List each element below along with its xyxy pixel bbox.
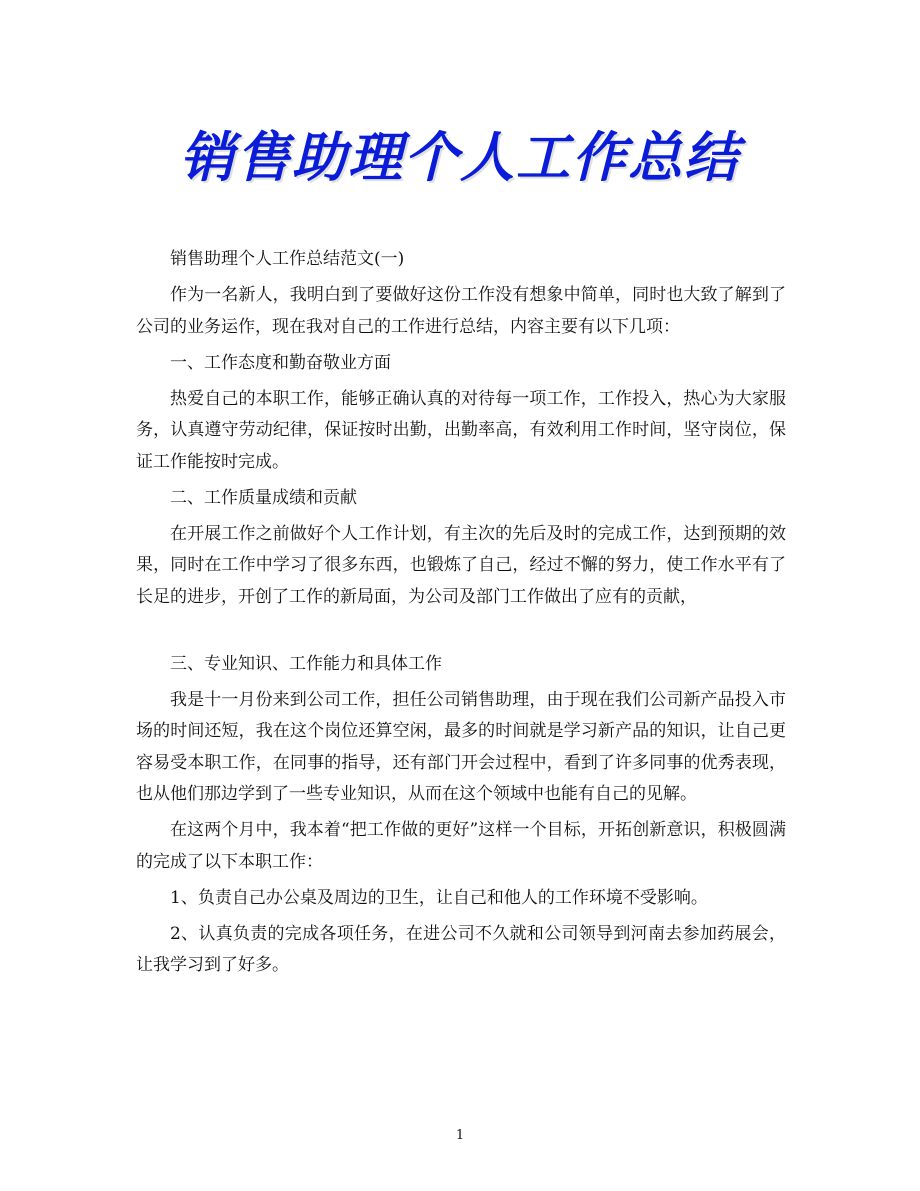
- paragraph-intro: 作为一名新人，我明白到了要做好这份工作没有想象中简单，同时也大致了解到了公司的业务运作，现在我对自己的工作进行总结，内容主要有以下几项：: [136, 285, 786, 337]
- document-title: 销售助理个人工作总结: [180, 126, 740, 189]
- section-heading-attitude: 一、工作态度和勤奋敬业方面: [170, 352, 391, 373]
- paragraph-knowledge: 我是十一月份来到公司工作，担任公司销售助理，由于现在我们公司新产品投入市场的时间还短，我在这个岗位还算空闲，最多的时间就是学习新产品的知识，让自己更容易受本职工作，在同事的指导，还有部门开会过程中，看到了许多同事的优秀表现，也从他们那边学到了一些专业知识，从而在这个领域中也能有自己的见解。: [136, 689, 786, 804]
- document-body: [136, 244, 786, 986]
- section-heading-knowledge: 三、专业知识、工作能力和具体工作: [170, 653, 442, 674]
- paragraph-two-months: 在这两个月中，我本着“把工作做的更好”这样一个目标，开拓创新意识，积极圆满的完成了以下本职工作：: [136, 820, 786, 872]
- paragraph-attitude: 热爱自己的本职工作，能够正确认真的对待每一项工作，工作投入，热心为大家服务，认真遵守劳动纪律，保证按时出勤，出勤率高，有效利用工作时间，坚守岗位，保证工作能按时完成。: [136, 388, 786, 472]
- blank-line: [136, 618, 786, 649]
- page-number: 1: [455, 1128, 465, 1143]
- section-heading-quality: 二、工作质量成绩和贡献: [170, 487, 357, 508]
- list-item-1: 1、负责自己办公桌及周边的卫生，让自己和他人的工作环境不受影响。: [170, 887, 708, 908]
- paragraph-quality: 在开展工作之前做好个人工作计划，有主次的先后及时的完成工作，达到预期的效果，同时在工作中学习了很多东西，也锻炼了自己，经过不懈的努力，使工作水平有了长足的进步，开创了工作的新局面，为公司及部门工作做出了应有的贡献，: [136, 523, 786, 607]
- list-item-2: 2、认真负责的完成各项任务，在进公司不久就和公司领导到河南去参加药展会，让我学习到了好多。: [136, 923, 786, 975]
- paragraph-subtitle: 销售助理个人工作总结范文(一): [170, 249, 405, 269]
